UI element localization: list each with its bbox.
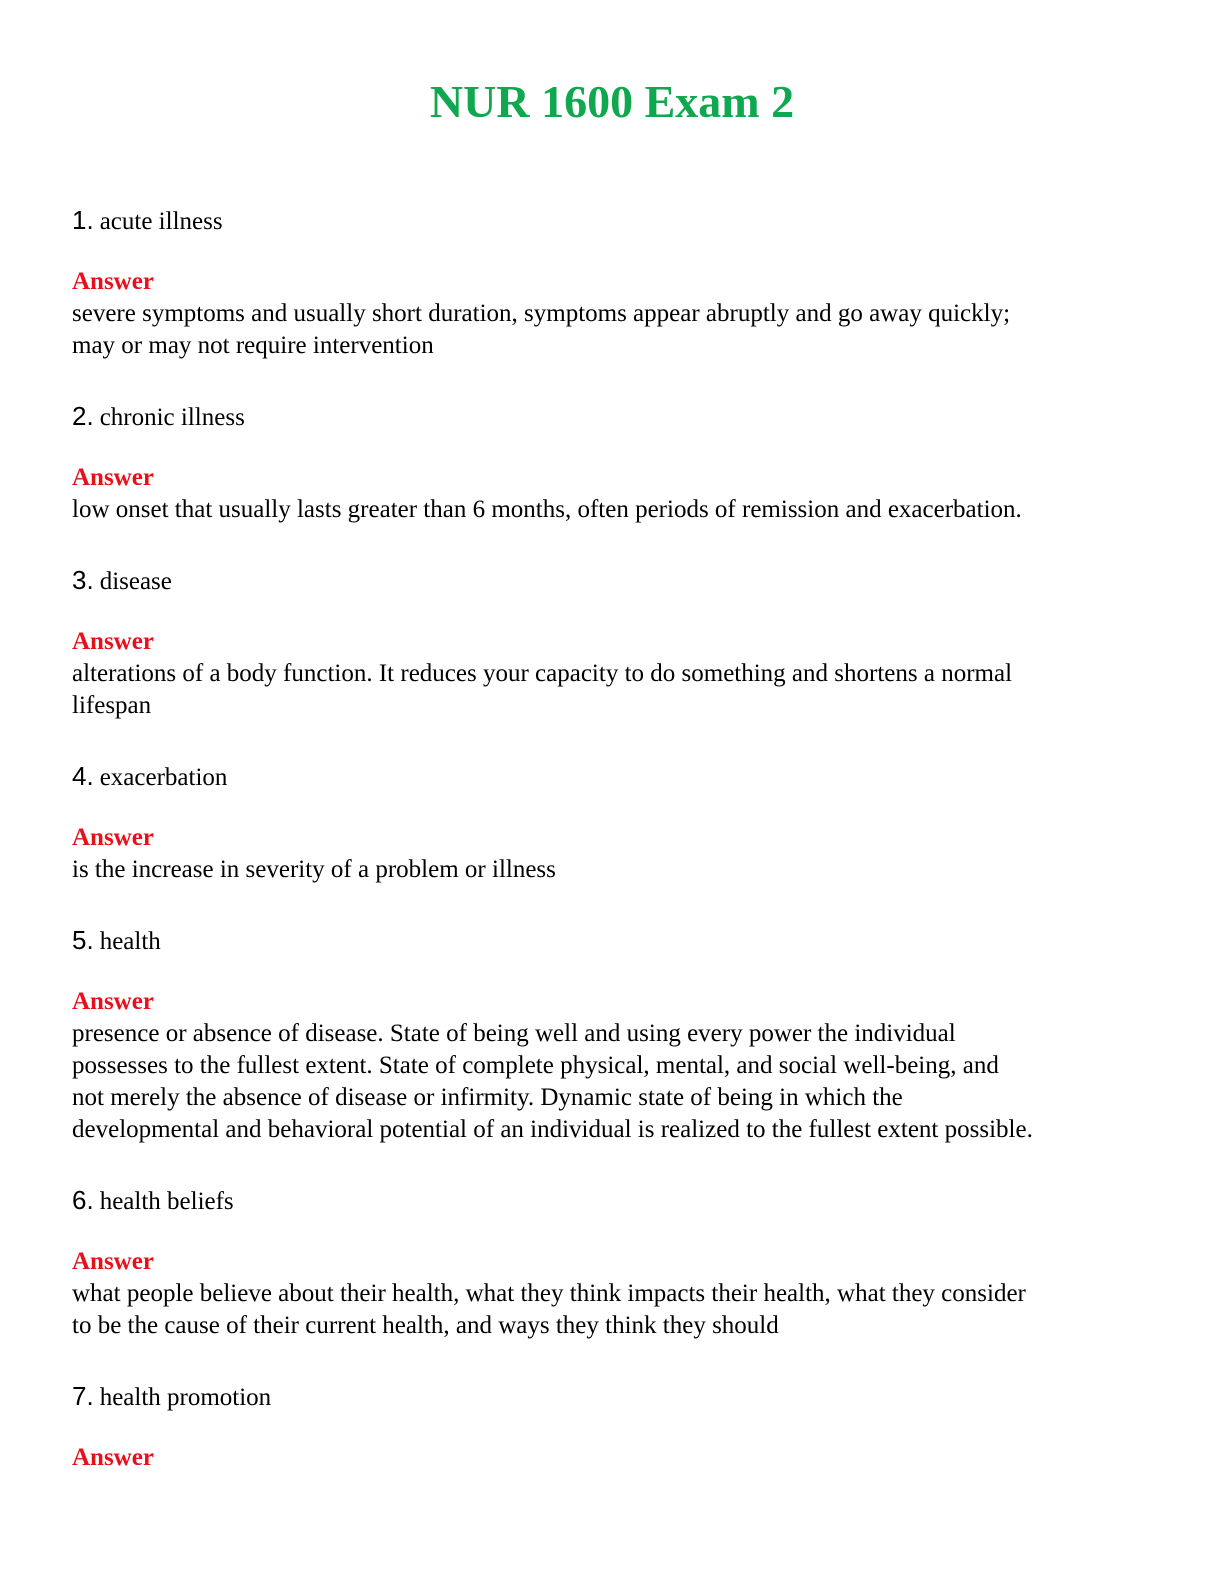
- answer-label: Answer: [72, 988, 154, 1015]
- question: [72, 1184, 1152, 1216]
- qa-item-1: [72, 204, 1152, 362]
- question: [72, 400, 1152, 432]
- question-term: health promotion: [99, 1384, 272, 1411]
- question: [72, 1380, 1152, 1412]
- qa-item-4: [72, 760, 1152, 886]
- qa-list: [72, 204, 1152, 1474]
- question-number: 5.: [72, 925, 94, 955]
- answer-label: Answer: [72, 824, 154, 851]
- qa-item-7: [72, 1380, 1152, 1474]
- answer-text: low onset that usually lasts greater than 6 months, often periods of remission and exacerbation.: [72, 496, 1022, 523]
- question-term: disease: [99, 568, 172, 595]
- answer-label: Answer: [72, 1444, 154, 1471]
- answer-text: severe symptoms and usually short duration, symptoms appear abruptly and go away quickly; may or may not require intervention: [72, 300, 1011, 359]
- qa-item-5: [72, 924, 1152, 1146]
- answer-label: Answer: [72, 628, 154, 655]
- question-term: acute illness: [99, 208, 223, 235]
- question: [72, 564, 1152, 596]
- question-number: 7.: [72, 1381, 94, 1411]
- qa-item-6: [72, 1184, 1152, 1342]
- answer-text: is the increase in severity of a problem or illness: [72, 856, 556, 883]
- question: [72, 760, 1152, 792]
- question-number: 2.: [72, 401, 94, 431]
- question-number: 1.: [72, 205, 94, 235]
- answer-text: what people believe about their health, what they think impacts their health, what they consider to be the cause of their current health, and ways they think they should: [72, 1280, 1026, 1339]
- page-title: NUR 1600 Exam 2: [429, 76, 795, 127]
- question: [72, 924, 1152, 956]
- question-term: health: [99, 928, 161, 955]
- question-term: health beliefs: [99, 1188, 234, 1215]
- qa-item-2: [72, 400, 1152, 526]
- answer-text: presence or absence of disease. State of being well and using every power the individual possesses to the fullest extent. State of complete physical, mental, and social well-being, and not merely the absence of disease or infirmity. Dynamic state of being in which the developmental and behavioral potential of an individual is realized to the fullest extent possible.: [72, 1020, 1033, 1143]
- answer-text: alterations of a body function. It reduces your capacity to do something and shortens a normal lifespan: [72, 660, 1013, 719]
- answer-label: Answer: [72, 464, 154, 491]
- question-number: 4.: [72, 761, 94, 791]
- question: [72, 204, 1152, 236]
- qa-item-3: [72, 564, 1152, 722]
- question-number: 6.: [72, 1185, 94, 1215]
- question-number: 3.: [72, 565, 94, 595]
- question-term: exacerbation: [99, 764, 228, 791]
- question-term: chronic illness: [99, 404, 245, 431]
- answer-label: Answer: [72, 268, 154, 295]
- answer-label: Answer: [72, 1248, 154, 1275]
